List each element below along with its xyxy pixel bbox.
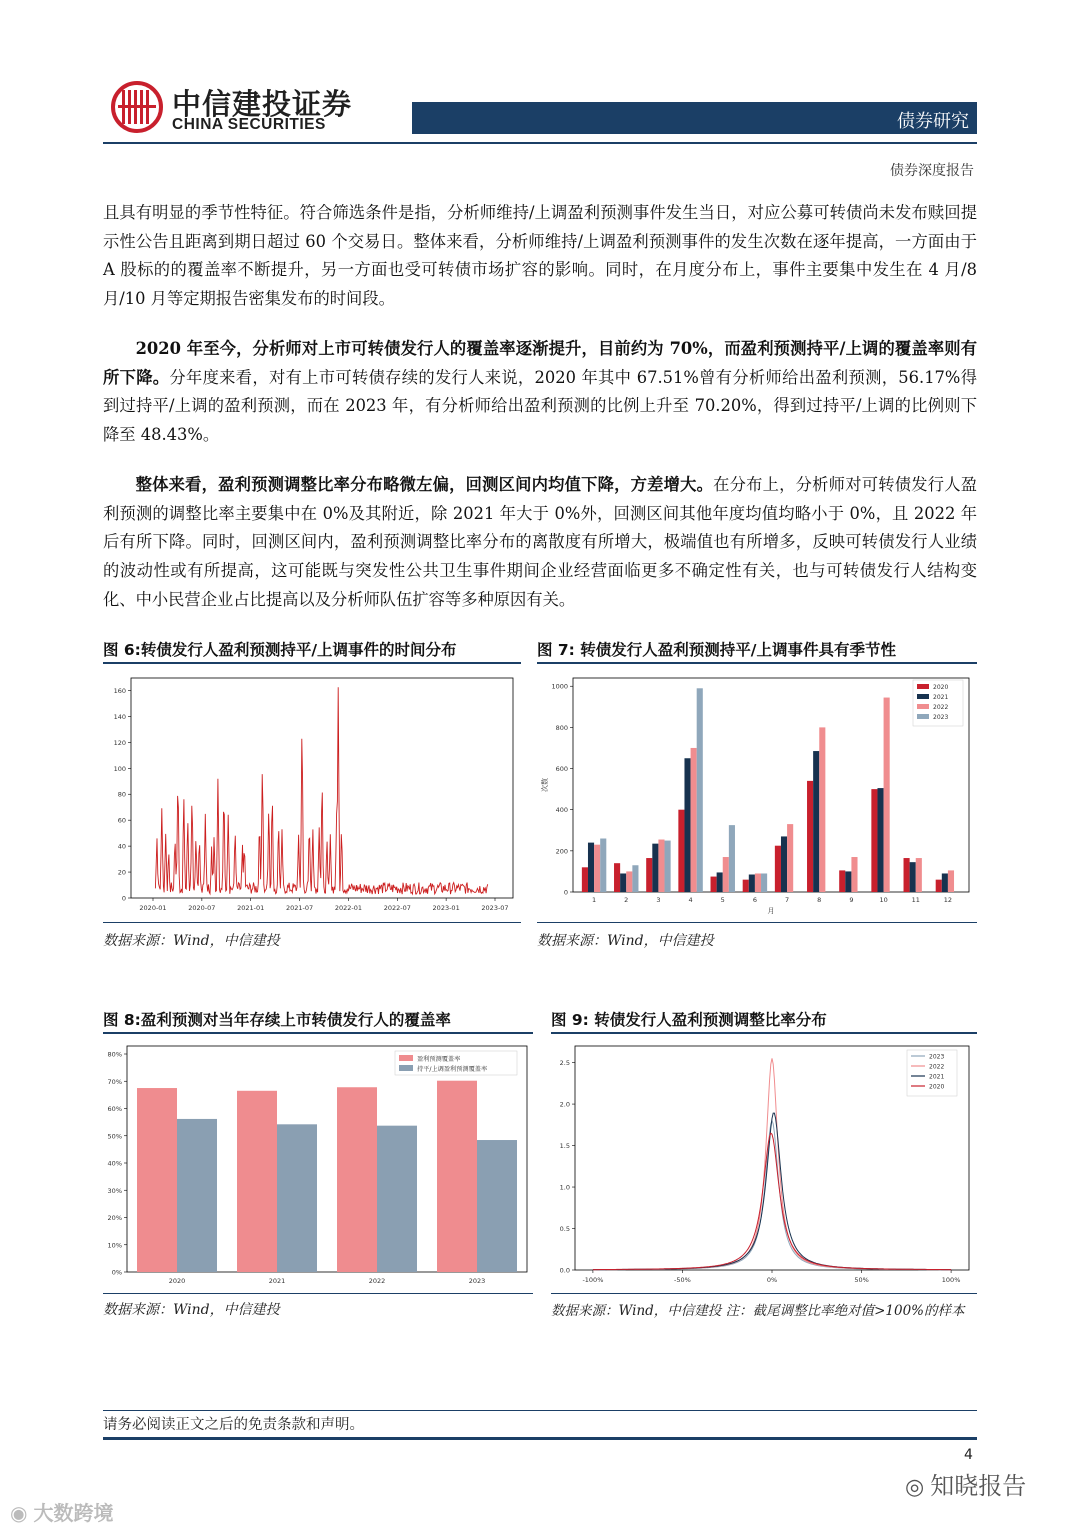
fig9-legend-label: 2021 — [929, 1073, 945, 1081]
fig9-ytick-label: 1.5 — [559, 1142, 570, 1151]
watermark-left-text: 大数跨境 — [33, 1501, 114, 1525]
fig7-bottom-rule — [537, 922, 977, 923]
fig9-curve-2020 — [593, 1133, 951, 1269]
fig7-bar-2020-m3 — [646, 858, 652, 892]
fig8-bar-2021-0 — [237, 1091, 277, 1272]
fig7-bar-2021-m12 — [942, 873, 948, 892]
paragraph-3 — [103, 471, 977, 615]
fig7-bar-2022-m12 — [948, 870, 954, 892]
fig7-xlabel: 月 — [767, 907, 775, 915]
fig9-chart — [551, 1040, 977, 1290]
fig6-bottom-rule — [103, 922, 521, 923]
fig9-curve-2021 — [593, 1113, 951, 1270]
fig9-xtick-label: 0% — [766, 1276, 778, 1284]
fig7-bar-2022-m9 — [851, 857, 857, 892]
fig8-ytick-label: 60% — [107, 1105, 122, 1113]
fig8-legend-swatch — [399, 1065, 413, 1071]
fig8-chart — [103, 1040, 533, 1290]
fig7-bar-2021-m7 — [781, 836, 787, 892]
fig7-chart — [537, 670, 977, 918]
fig7-title: 图 7: 转债发行人盈利预测持平/上调事件具有季节性 — [537, 641, 896, 659]
fig6-rule — [103, 662, 521, 664]
fig7-xtick-label: 4 — [688, 896, 693, 904]
fig6-ytick-label: 100 — [113, 764, 126, 773]
fig6-xtick-label: 2020-01 — [139, 904, 167, 912]
fig8-xtick-label: 2023 — [468, 1277, 486, 1285]
wechat-icon: ◎ — [905, 1475, 925, 1500]
fig7-bar-2020-m7 — [775, 846, 781, 892]
fig7-bar-2020-m8 — [807, 781, 813, 892]
fig7-ytick-label: 1000 — [551, 682, 568, 691]
paragraph-3-lead: 整体来看，盈利预测调整比率分布略微左偏，回测区间内均值下降，方差增大。 — [135, 475, 714, 494]
fig9-xtick-label: 50% — [854, 1276, 869, 1284]
fig8-bar-2022-1 — [377, 1126, 417, 1272]
footer-rule-bottom — [103, 1437, 977, 1440]
fig7-bar-2022-m1 — [594, 845, 600, 892]
fig6-xtick-label: 2023-01 — [432, 904, 460, 912]
fig8-legend-swatch — [399, 1055, 413, 1061]
fig7-xtick-label: 11 — [911, 896, 920, 904]
paragraph-3-body: 在分布上，分析师对可转债发行人盈利预测的调整比率主要集中在 0%及其附近，除 2021 年大于 0%外，回测区间其他年度均值均略小于 0%，且 2022 年后有所下降。同时，回测区间内，盈利预测调整比率分布的离散度有所增大，极端值也有所增多，反映可转债发行人业绩的波动性或有所提高，这可能既与突发性公共卫生事件期间企业经营面临更多不确定性有关，也与可转债发行人结构变化、中小民营企业占比提高以及分析师队伍扩容等多种原因有关。 — [103, 475, 977, 609]
fig8-bar-2023-0 — [437, 1081, 477, 1272]
fig6-xtick-label: 2023-07 — [481, 904, 509, 912]
fig9-ytick-label: 2.0 — [559, 1100, 570, 1109]
fig7-bar-2022-m7 — [787, 824, 793, 892]
fig7-bar-2022-m5 — [723, 857, 729, 892]
fig6-xtick-label: 2022-07 — [383, 904, 411, 912]
fig7-bar-2021-m4 — [684, 758, 690, 892]
fig9-bottom-rule — [551, 1293, 977, 1294]
fig9-ytick-label: 0.0 — [559, 1266, 570, 1275]
fig8-legend-label: 持平/上调盈利预测覆盖率 — [417, 1066, 488, 1073]
fig7-bar-2020-m10 — [871, 789, 877, 892]
fig7-ytick-label: 200 — [555, 847, 568, 856]
fig6-ytick-label: 0 — [121, 894, 126, 903]
fig9-title: 图 9: 转债发行人盈利预测调整比率分布 — [551, 1011, 827, 1029]
fig7-legend-label: 2020 — [933, 684, 949, 691]
fig7-ylabel: 次数 — [541, 778, 549, 792]
fig8-title: 图 8:盈利预测对当年存续上市转债发行人的覆盖率 — [103, 1011, 451, 1029]
fig6-xtick-label: 2021-07 — [285, 904, 314, 912]
fig7-bar-2021-m6 — [749, 875, 755, 892]
fig7-bar-2022-m4 — [691, 748, 697, 892]
fig7-xtick-label: 2 — [624, 896, 629, 904]
fig7-bar-2023-m4 — [697, 688, 703, 892]
fig6-ytick-label: 120 — [113, 738, 126, 747]
fig7-legend-label: 2022 — [933, 704, 949, 711]
watermark-left — [10, 1497, 113, 1526]
fig7-ytick-label: 800 — [555, 723, 568, 732]
fig6-ytick-label: 80 — [117, 790, 126, 799]
fig9-ytick-label: 1.0 — [559, 1183, 570, 1192]
fig9-ytick-label: 0.5 — [559, 1225, 570, 1234]
fig7-ytick-label: 0 — [563, 888, 568, 897]
fig9-xtick-label: -100% — [582, 1276, 604, 1284]
fig7-legend-label: 2023 — [933, 714, 949, 721]
brand-name-cn: 中信建投证券 — [172, 87, 353, 121]
fig8-rule — [103, 1032, 533, 1034]
fig8-legend-label: 盈利预测覆盖率 — [417, 1056, 461, 1063]
fig7-bar-2022-m6 — [755, 873, 761, 892]
fig7-rule — [537, 662, 977, 664]
fig7-xtick-label: 1 — [592, 896, 597, 904]
fig7-bar-2022-m11 — [916, 858, 922, 892]
brand-logo — [110, 80, 164, 134]
fig7-bar-2020-m2 — [614, 863, 620, 892]
fig7-legend-swatch — [917, 714, 929, 719]
fig7-bar-2022-m10 — [884, 698, 890, 892]
section-label: 债券研究 — [897, 111, 969, 132]
fig6-series-line — [155, 687, 487, 894]
fig9-ytick-label: 2.5 — [559, 1059, 570, 1068]
disclaimer: 请务必阅读正文之后的免责条款和声明。 — [103, 1417, 364, 1433]
fig6-ytick-label: 160 — [113, 686, 126, 695]
fig7-xtick-label: 3 — [656, 896, 661, 904]
fig8-bar-2020-0 — [137, 1088, 177, 1272]
fig6-xtick-label: 2020-07 — [188, 904, 216, 912]
fig7-bar-2021-m5 — [717, 872, 723, 892]
fig6-chart — [103, 670, 521, 918]
fig7-bar-2021-m1 — [588, 843, 594, 892]
fig7-bar-2020-m9 — [839, 870, 845, 892]
fig6-ytick-label: 40 — [117, 842, 126, 851]
header-rule — [103, 142, 977, 144]
fig7-xtick-label: 5 — [720, 896, 725, 904]
fig7-bar-2022-m3 — [658, 840, 664, 892]
fig7-bar-2021-m8 — [813, 751, 819, 892]
fig8-bottom-rule — [103, 1293, 533, 1294]
fig9-curve-2023 — [593, 1121, 951, 1270]
fig9-legend-label: 2023 — [929, 1053, 945, 1061]
fig7-xtick-label: 12 — [943, 896, 953, 904]
fig7-bar-2020-m5 — [711, 877, 717, 892]
fig8-ytick-label: 70% — [107, 1077, 122, 1086]
fig7-bar-2023-m6 — [761, 873, 767, 892]
fig7-bar-2021-m11 — [910, 862, 916, 892]
paragraph-1: 且具有明显的季节性特征。符合筛选条件是指，分析师维持/上调盈利预测事件发生当日，对应公募可转债尚未发布赎回提示性公告且距离到期日超过 60 个交易日。整体来看，分析师维持/上调盈利预测事件的发生次数在逐年提高，一方面由于 A 股标的的覆盖率不断提升，另一方面也受可转债市场扩容的影响。同时，在月度分布上，事件主要集中发生在 4 月/8 月/10 月等定期报告密集发布的时间段。 — [103, 203, 977, 309]
fig7-bar-2022-m2 — [626, 871, 632, 892]
fig7-bar-2023-m3 — [665, 841, 671, 892]
fig6-xtick-label: 2022-01 — [334, 904, 363, 912]
fig7-xtick-label: 7 — [785, 896, 790, 904]
fig8-xtick-label: 2020 — [168, 1277, 186, 1285]
fig8-ytick-label: 40% — [107, 1159, 122, 1168]
section-banner — [412, 102, 977, 134]
fig7-bar-2022-m8 — [819, 727, 825, 892]
fig8-bar-2023-1 — [477, 1140, 517, 1272]
fig8-ytick-label: 50% — [107, 1132, 122, 1141]
fig7-ytick-label: 600 — [555, 765, 568, 774]
weibo-icon: ◉ — [10, 1501, 28, 1525]
fig8-ytick-label: 20% — [107, 1214, 122, 1222]
fig7-bar-2020-m1 — [582, 867, 588, 892]
fig9-legend-label: 2022 — [929, 1063, 945, 1071]
watermark-right-text: 知晓报告 — [930, 1472, 1027, 1500]
fig7-bar-2020-m12 — [936, 880, 942, 892]
fig7-legend-swatch — [917, 694, 929, 699]
fig6-source: 数据来源：Wind，中信建投 — [103, 933, 280, 949]
fig6-ytick-label: 140 — [113, 712, 126, 721]
fig7-xtick-label: 9 — [849, 896, 854, 904]
fig8-ytick-label: 10% — [107, 1241, 122, 1250]
fig7-xtick-label: 8 — [817, 896, 822, 904]
fig7-bar-2020-m11 — [904, 858, 910, 892]
fig6-ytick-label: 20 — [117, 868, 126, 877]
fig8-ytick-label: 30% — [107, 1186, 122, 1195]
paragraph-2 — [103, 335, 977, 450]
fig7-legend-swatch — [917, 704, 929, 709]
fig8-bar-2022-0 — [337, 1087, 377, 1272]
fig9-source: 数据来源：Wind，中信建投 注：截尾调整比率绝对值>100%的样本 — [551, 1303, 965, 1319]
fig7-legend-swatch — [917, 684, 929, 689]
fig9-xtick-label: -50% — [674, 1276, 691, 1284]
fig9-xtick-label: 100% — [941, 1276, 961, 1284]
page-number: 4 — [964, 1447, 973, 1463]
fig7-ytick-label: 400 — [555, 806, 568, 815]
fig7-bar-2021-m2 — [620, 873, 626, 892]
fig7-source: 数据来源：Wind，中信建投 — [537, 933, 714, 949]
fig6-xtick-label: 2021-01 — [237, 904, 265, 912]
report-type: 债券深度报告 — [890, 163, 974, 179]
watermark-right — [905, 1466, 1026, 1501]
fig7-bar-2023-m5 — [729, 825, 735, 892]
fig7-bar-2020-m4 — [678, 810, 684, 892]
fig8-xtick-label: 2022 — [368, 1277, 386, 1285]
fig7-legend-label: 2021 — [933, 694, 949, 701]
fig7-bar-2021-m3 — [652, 844, 658, 892]
fig9-curve-2022 — [593, 1058, 951, 1269]
footer-rule-top — [103, 1410, 977, 1411]
fig6-ytick-label: 60 — [117, 816, 126, 825]
fig7-bar-2020-m6 — [743, 880, 749, 892]
paragraph-2-body: 分年度来看，对有上市可转债存续的发行人来说，2020 年其中 67.51%曾有分析师给出盈利预测，56.17%得到过持平/上调的盈利预测，而在 2023 年，有分析师给出盈利预测的比例上升至 70.20%，得到过持平/上调的比例则下降至 48.43%。 — [103, 367, 977, 445]
fig6-title: 图 6:转债发行人盈利预测持平/上调事件的时间分布 — [103, 641, 457, 659]
fig7-bar-2023-m2 — [632, 865, 638, 892]
fig8-ytick-label: 0% — [111, 1268, 122, 1277]
fig8-source: 数据来源：Wind，中信建投 — [103, 1302, 280, 1318]
fig7-bar-2023-m1 — [600, 839, 606, 893]
fig7-bar-2021-m10 — [877, 788, 883, 892]
paragraph-2-lead: 2020 年至今，分析师对上市可转债发行人的覆盖率逐渐提升，目前约为 70%，而盈利预测持平/上调的覆盖率则有所下降。 — [103, 339, 977, 387]
fig7-xtick-label: 6 — [752, 896, 757, 904]
fig7-xtick-label: 10 — [879, 896, 888, 904]
brand-name-en: CHINA SECURITIES — [172, 116, 326, 133]
fig8-bar-2021-1 — [277, 1124, 317, 1272]
fig8-xtick-label: 2021 — [268, 1277, 286, 1285]
fig9-legend-label: 2020 — [929, 1083, 945, 1091]
fig8-bar-2020-1 — [177, 1119, 217, 1272]
fig8-ytick-label: 80% — [107, 1050, 122, 1059]
fig9-rule — [551, 1032, 977, 1034]
fig7-bar-2021-m9 — [845, 871, 851, 892]
